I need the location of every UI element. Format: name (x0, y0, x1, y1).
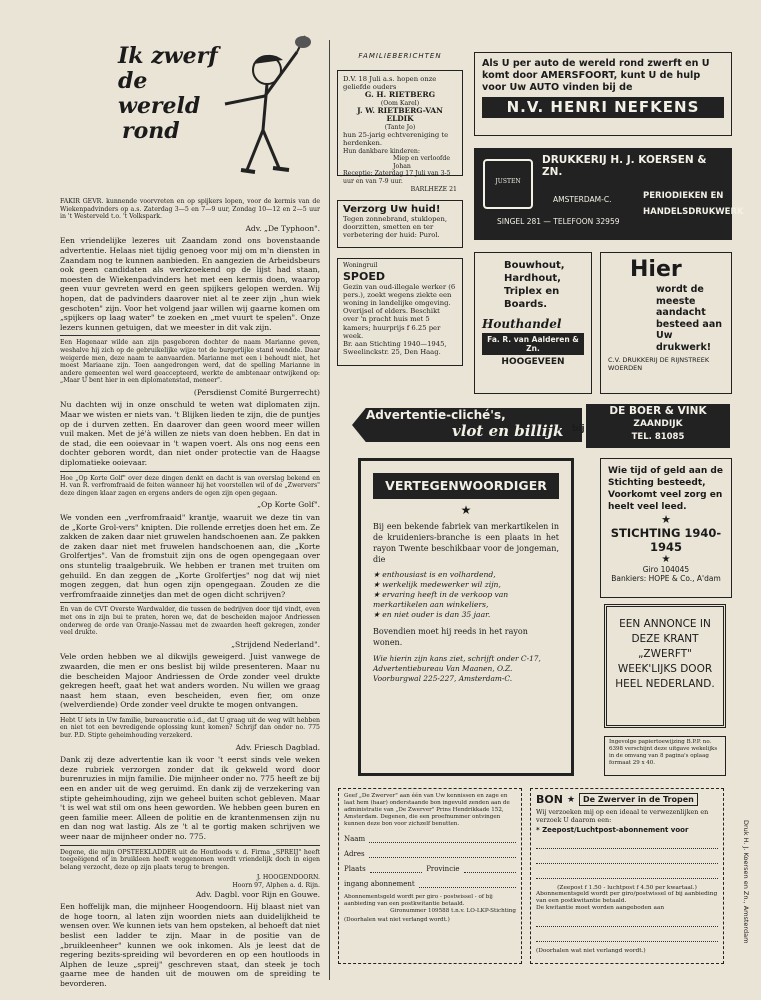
subscription-coupon (338, 788, 522, 964)
woningruil-address: Br. aan Stichting 1940—1945, Sweelinckstr. 25, Den Haag. (343, 340, 447, 357)
hier-title: Hier (630, 257, 682, 282)
tropen-title: De Zwerver in de Tropen (579, 793, 698, 806)
woningruil-heading: SPOED (343, 269, 385, 283)
vertegen-reply: Wie hierin zijn kans ziet, schrijft onder C-17, Advertentiebureau Van Maanen, O.Z. Voorburgwal 225-227, Amsterdam-C. (373, 654, 541, 683)
comment-1: Een vriendelijke lezeres uit Zaandam zond ons bovenstaande advertentie. Helaas niet tijdig genoeg voor mij om m'n diensten in Zaandam nog te kunnen aanbieden. En aangezien de Arbeidsbeurs ook geen candidaten als werkzoekend op de lijst had staan, moesten de Wiekenpadvinders het met een kermis doen, waarop geen vuur gevreten werd en geen spijkers gelopen werden. Wij hopen, dat de padvinders daarover niet al te zeer zijn „hun wiek geschoten" zijn. Voor het volgend jaar willen wij gaarne komen om „spijkers op laag water" te zoeken en „met vuurt te spelen". Onze lezers kunnen getuigen, dat we meester in dit vak zijn. (60, 236, 320, 332)
papier-text: Ingevolge papiertoewijzing B.P.P. no. 6398 verschijnt deze uitgave wekelijks in de omvang van 8 pagina's oplaag formaat 29 x 40. (609, 739, 718, 766)
quote-korte-golf-source: „Op Korte Golf". (257, 500, 320, 510)
address-field[interactable]: Adres (344, 849, 516, 858)
stichting-text: Wie tijd of geld aan de Stichting besteedt, Voorkomt veel zorg en heelt veel leed. (608, 466, 723, 512)
tropen-line[interactable] (536, 870, 718, 879)
verzorg-heading: Verzorg Uw huid! (343, 204, 441, 215)
tropen-note-2: De kwitantie moet worden aangeboden aan (536, 905, 665, 911)
quote-ladder-sig1: J. HOOGENDOORN. (256, 874, 320, 882)
verzorg-ad (337, 200, 463, 248)
aalderen-line: Bouwhout, (504, 260, 565, 271)
title-line-3: rond (122, 118, 180, 144)
aalderen-firm: Fa. R. van Aalderen & Zn. (482, 333, 584, 355)
henri-name: N.V. HENRI NEFKENS (482, 97, 724, 118)
star-icon: ★ (566, 794, 576, 805)
title-line-1: Ik zwerf (118, 43, 218, 69)
cliche-text: Advertentie-cliché's, (366, 408, 506, 422)
cliche-firm: DE BOER & VINK (609, 405, 707, 417)
tropen-type: * Zeepost/Luchtpost-abonnement voor (536, 826, 689, 834)
start-date-field[interactable]: ingang abonnement (344, 879, 516, 888)
quote-fakir-source: Adv. „De Typhoon". (245, 223, 320, 233)
aalderen-line: Hardhout, (504, 273, 561, 284)
koersen-kind-2: HANDELSDRUKWERK (643, 207, 744, 217)
star-icon: ★ (661, 513, 671, 526)
vertegen-item: ★ en niet ouder is dan 35 jaar. (373, 610, 491, 619)
coupon-footnote: (Doorhalen wat niet verlangd wordt.) (344, 917, 450, 923)
koersen-city: AMSTERDAM-C. (553, 195, 612, 204)
tropen-footnote: (Doorhalen wat niet verlangd wordt.) (536, 948, 646, 954)
koersen-address: SINGEL 281 — TELEFOON 32959 (497, 217, 620, 226)
quote-marianne-source: (Persdienst Comité Burgerrecht) (193, 387, 320, 397)
tropen-price: (Zeepost f 1.50 - luchtpost f 4.50 per kwartaal.) (557, 885, 697, 891)
tropen-text: Wij verzoeken mij op een ideaal te verwezenlijken en verzoek U daarom een: (536, 808, 709, 824)
coupon-text: Geef „De Zwerver" aan één van Uw kennissen en zage en laat hem (haar) onderstaande bon ingevuld zenden aan de administratie van „De Zwerver" Prins Hendrikkade 152, Amsterdam. Degenen, die een proefnummer ontvingen kunnen deze bon voor zichzelf benutten. (344, 793, 510, 827)
quote-korte-golf: Hoe „Op Korte Golf" over deze dingen denkt en dacht is van overslag bekend en H. van R. verfromfraaid de feiten wanneer hij het voorstellen wil of de „Zwervers" deze dingen klaar zagen en ergens anders de ogen zijn open gegaan. (60, 474, 320, 497)
divider (60, 602, 320, 603)
stichting-giro: Giro 104045 (642, 565, 690, 574)
bon-label: BON (536, 793, 563, 806)
tropen-coupon (530, 788, 724, 964)
vertegen-title: VERTEGENWOORDIGER (373, 473, 559, 499)
vertegen-item: ★ werkelijk medewerker wil zijn, (373, 580, 501, 589)
annonce-text: EEN ANNONCE IN DEZE KRANT „ZWERFT" WEEK'LIJKS DOOR HEEL NEDERLAND. (615, 618, 715, 690)
woningruil-label: Woningruil (343, 262, 378, 269)
familie-line: Miep en verloofde (393, 155, 450, 163)
woningruil-ad (337, 258, 463, 366)
vertegen-item: ★ enthousiast is en volhardend, (373, 570, 496, 579)
hier-text: wordt de meeste aandacht besteed aan Uw drukwerk! (656, 284, 723, 353)
familie-address: BARLHEZE 21 (410, 185, 457, 193)
familie-nick-1: (Oom Karel) (380, 99, 420, 107)
place-field[interactable]: Plaats Provincie (344, 864, 516, 873)
aalderen-ad (474, 252, 592, 394)
familie-nick-2: (Tante Jo) (384, 123, 416, 131)
quote-ladder: Degene, die mijn OPSTEEKLADDER uit de Houtloods v. d. Firma „SPREIJ" heeft toegeëigend of in bruikleen heeft weggenomen wordt vriendelijk doch in eigen belang verzocht, deze op zijn plaats terug te brengen. (60, 848, 320, 871)
koersen-kind-1: PERIODIEKEN EN (643, 191, 724, 201)
familie-name-1: G. H. RIETBERG (364, 90, 436, 100)
vertegen-item: ★ ervaring heeft in de verkoop van merkartikelen aan winkeliers, (373, 590, 509, 609)
tropen-line[interactable] (536, 855, 718, 864)
henri-text: Als U per auto de wereld rond zwerft en U komt door AMERSFOORT, kunt U de hulp voor Uw AUTO vinden bij de (482, 58, 710, 93)
koersen-logo-icon (483, 159, 533, 209)
column-divider (329, 40, 330, 980)
cliche-city: ZAANDIJK (633, 419, 683, 429)
stichting-ad (600, 458, 732, 598)
cliche-bij: bij (572, 424, 585, 434)
verzorg-text: Tegen zonnebrand, stuklopen, doorzitten, smetten en ter verbetering der huid: Purol. (343, 215, 447, 240)
cliche-script: vlot en billijk (452, 422, 564, 440)
familie-line: Receptie: Zaterdag 17 Juli van 3-5 uur en van 7-9 uur. (343, 170, 451, 185)
woningruil-text: Gezin van oud-illegale werker (6 pers.), zoekt wegens ziekte een woning in landelijke omgeving. Overijsel of elders. Beschikt over 'n pracht huis met 5 kamers; huurprijs f 6.25 per week. (343, 282, 456, 340)
tropen-note: Abonnementsgeld wordt per giro/postwissel of bij aanbieding van een postkwitantie betaald. (536, 891, 718, 904)
koersen-ad (474, 148, 744, 240)
quote-familie: Hebt U iets in Uw familie, bureaucratie o.i.d., dat U graag uit de weg wilt hebben en niet tot een bevredigende oplossing kunt komen? Schrijf dan onder no. 775 bur. P.D. Stipte geheimhouding verzekerd. (60, 716, 320, 740)
coupon-giro: Gironummer 109588 t.n.v. LO-LKP-Stichting (390, 908, 516, 914)
quote-ladder-sig2: Hoorn 97, Alphen a. d. Rijn. (232, 881, 320, 889)
stichting-name: STICHTING 1940-1945 (610, 526, 722, 554)
left-column (60, 198, 320, 988)
hier-ad (600, 252, 732, 394)
quote-marianne: Een Hagenaar wilde aan zijn pasgeboren dochter de naam Marianne geven, weshalve hij zich op de gebruikelijke wijze tot de burgerlijke stand wendde. Daar weigerde men, deze naam te aanvaarden. Marianne met een i behoudt niet, het moest Mariaane zijn. Toen aangedrongen werd, dat de spelling Marianne in andere gemeenten wel werd geaccepteerd, werkte de ambtenaar ontwijkend op: „Maar U bent hier in een diplomatenstad, meneer". (60, 339, 320, 385)
comment-3: We vonden een „verfromfraaid" krantje, waaruit we deze tin van de „Korte Grol-vers" knipten. Die rollende erretjes doen het em. Ze zakken de zaken daar niet gruwelen handschoenen aan. Ze pakken de zaken daar niet met fruwelen handschoenen aan, die „Korte Grolfertjes". Van de fromstuit zijn ons de ogen opengegaan over ons stuntelig traalgebruik. We hebben er tranen met truiten om gehuild. En dan zeggen de „Korte Grolfertjes" nog dat wij niet mogen zeggen, dat hun ogen zijn opengegaan. Zouden ze die verfromfraaide zinnetjes dan met de ogen dicht schrijven? (60, 513, 320, 599)
hier-firm: C.V. DRUKKERIJ DE RIJNSTREEK WOERDEN (608, 356, 710, 372)
name-field[interactable]: Naam (344, 834, 516, 843)
koersen-name: DRUKKERIJ H. J. KOERSEN & ZN. (542, 154, 707, 178)
henri-nefkens-ad (474, 52, 732, 136)
familie-line: Johan (393, 162, 411, 170)
star-icon: ★ (661, 554, 671, 565)
title-line-2: de wereld (118, 68, 201, 119)
star-icon: ★ (373, 570, 383, 579)
star-icon: ★ (373, 610, 383, 619)
tropen-line[interactable] (536, 933, 718, 942)
tropen-line[interactable] (536, 918, 718, 927)
aalderen-line: Triplex en (504, 286, 560, 297)
familie-name-2: J. W. RIETBERG-VAN ELDIK (357, 106, 443, 124)
familie-ad (337, 70, 463, 193)
divider (60, 335, 320, 336)
stichting-bank: Bankiers: HOPE & Co., A'dam (611, 574, 721, 583)
aalderen-script: Houthandel (482, 317, 562, 331)
quote-ladder-source: Adv. Dagbl. voor Rijn en Gouwe. (195, 889, 320, 899)
divider (60, 471, 320, 472)
familie-line: Hun dankbare kinderen: (343, 147, 420, 155)
column-title (118, 44, 228, 144)
star-icon: ★ (460, 503, 472, 517)
comment-4: Vele orden hebben we al dikwijls geweigerd. Juist vanwege de zwaarden, die men er ons beslist bij wilde presenteren. Maar nu die bescheiden Majoor Andriessen de Orde zonder veel drukte gekregen heeft, gaat het wat anders worden. Nu willen we graag naast hem staan, even bescheiden, even fier, om onze (welverdiende) Orde zonder veel drukte te mogen ontvangen. (60, 652, 320, 710)
comment-5: Dank zij deze advertentie kan ik voor 't eerst sinds vele weken deze rubriek verzorgen zonder dat ik gekweld word door burenruzies in mijn familie. Die mijnheer onder no. 775 heeft ze bij een en ander uit de weg geruimd. En dank zij de verzekering van stipte geheimhouding, zijn we geheel buiten schot gebleven. Maar 't is wel wat stil om ons heen geworden. We hebben geen buren en geen familie meer. Alleen de politie en de krantenmensen zijn nu en dan nog wat lastig. Als ze 't al te gortig maken schrijven we weer naar de mijnheer onder no. 775. (60, 755, 320, 841)
vertegen-ad (358, 458, 574, 776)
cliche-firm-box (586, 404, 730, 448)
comment-6: Een hoffelijk man, die mijnheer Hoogendoorn. Hij blaast niet van de hoge toorn, al laten zijn woorden niets aan duidelijkheid te wensen over. We kunnen iets van hem opsteken, al behoeft dat niet beslist een ladder te zijn. Maar in de positie van de „bruikleenheer" kunnen we ook inkomen. Als je leest dat de regering bezits-spreiding wil bevorderen en op een houtloods in Alphen de leuze „spreij" geschreven staat, dan steek je toch gaarne mee de handen uit de mouwen om de spreiding te bevorderen. (60, 902, 320, 988)
quote-cvt-source: „Strijdend Nederland". (231, 639, 320, 649)
coupon-note: Abonnementsgeld wordt per giro - postwissel - of bij aanbieding van een postkwitantie betaald. (344, 894, 493, 907)
comment-2: Nu dachten wij in onze onschuld te weten wat diplomaten zijn. Maar we wisten er niets van. 't Blijken lieden te zijn, die de puntjes op de i durven zetten. En daarover dan geen woord meer willen vuil maken. Met de jé'à willen ze niets van doen hebben. En dat in de stad, die een ooievaar in 't wapen voert. Als ons nog eens een dochter geboren wordt, dan niet onder protectie van de Haagse diplomatieke ooievaar. (60, 400, 320, 468)
divider (60, 845, 320, 846)
vertegen-outro: Bovendien moet hij reeds in het rayon wonen. (373, 627, 528, 647)
familie-heading: FAMILIEBERICHTEN (358, 52, 442, 60)
vertegen-intro: Bij een bekende fabriek van merkartikelen in de kruideniers-branche is een plaats in het rayon Twente beschikbaar voor de jongeman, die (373, 522, 559, 564)
star-icon: ★ (373, 590, 383, 599)
divider (60, 713, 320, 714)
familie-line: D.V. 18 Juli a.s. hopen onze geliefde ouders (343, 75, 437, 92)
cliche-ad (352, 402, 732, 450)
quote-familie-source: Adv. Friesch Dagblad. (235, 742, 320, 752)
familie-line: hun 25-jarig echtvereniging te herdenken. (343, 131, 449, 148)
star-icon: ★ (373, 580, 383, 589)
quote-fakir: FAKIR GEVR. kunnende voorvreten en op spijkers lopen, voor de kermis van de Wiekenpadvinders op a.s. Zaterdag 3—5 en 7—9 uur, Zondag 10—12 en 2—5 uur in 't Westerveld t.o. 't Volkspark. (60, 198, 320, 221)
tropen-line[interactable] (536, 840, 718, 849)
papier-note (604, 736, 726, 776)
printer-credit: Druk H. J. Koersen en Zn., Amsterdam (742, 820, 750, 944)
koersen-logo-text: JUSTEN (495, 178, 521, 185)
aalderen-city: HOOGEVEEN (501, 357, 565, 367)
quote-cvt: En van de CVT Overste Wardwalder, die tussen de bedrijven door tijd vindt, even met ons in zijn bui te praten, horen we, dat de bescheiden majoor Andriessen onderweg de orde van Oranje-Nassau met de zwaarden heeft gekregen, zonder veel drukte. (60, 606, 320, 637)
cliche-tel: TEL. 81085 (631, 432, 685, 442)
annonce-ad (604, 604, 726, 728)
aalderen-line: Boards. (504, 299, 548, 310)
